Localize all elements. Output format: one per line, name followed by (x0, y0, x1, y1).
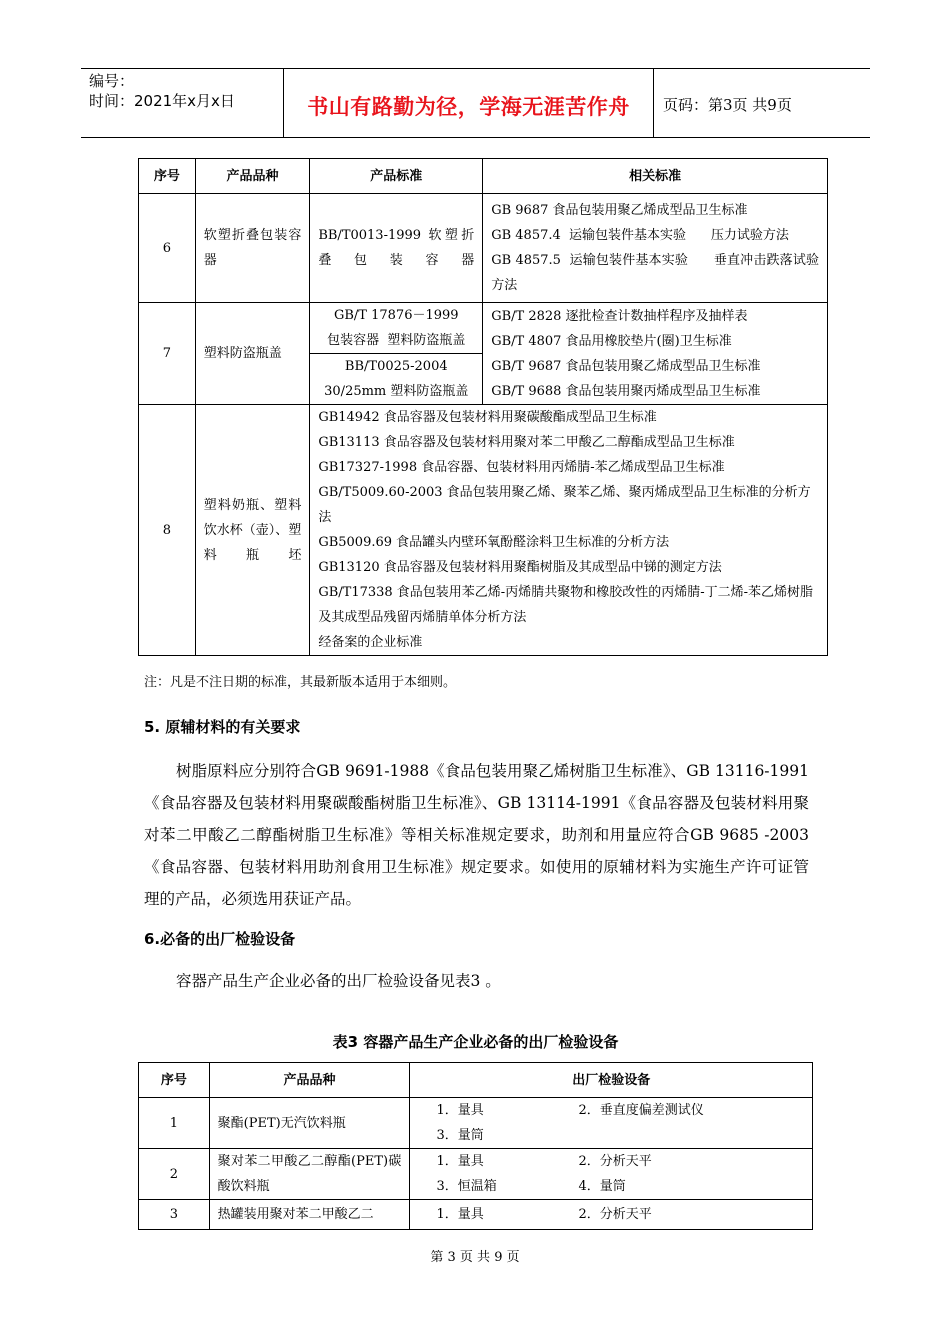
table-row (139, 405, 828, 656)
table-row (139, 1149, 813, 1200)
col-header-product: 产品品种 (209, 1063, 410, 1098)
section-5-title: 5. 原辅材料的有关要求 (144, 718, 301, 736)
section-6-body: 容器产品生产企业必备的出厂检验设备见表3 。 (176, 972, 501, 990)
standard-title: 包装容器 塑料防盗瓶盖 (327, 333, 466, 348)
equipment-item: 2．垂直度偏差测试仪 (578, 1103, 704, 1118)
section-6-title: 6.必备的出厂检验设备 (144, 930, 296, 948)
col-header-no: 序号 (139, 159, 196, 194)
row-product: 热罐装用聚对苯二甲酸乙二 (209, 1200, 410, 1230)
related-standard: GB 4857.4 运输包装件基本实验 压力试验方法 (491, 228, 789, 243)
equipment-item: 3．恒温箱 (436, 1179, 497, 1194)
table3-caption: 表3 容器产品生产企业必备的出厂检验设备 (332, 1033, 619, 1051)
related-standard: GB17327-1998 食品容器、包装材料用丙烯腈-苯乙烯成型品卫生标准 (318, 460, 725, 475)
standard-title: 30/25mm 塑料防盗瓶盖 (324, 384, 469, 399)
related-standard: GB/T5009.60-2003 食品包装用聚乙烯、聚苯乙烯、聚丙烯成型品卫生标准的分析方法 (318, 485, 811, 525)
equipment-item: 1．量具 (436, 1154, 484, 1169)
row-equipment (410, 1149, 813, 1200)
header-motto: 书山有路勤为径，学海无涯苦作舟 (307, 94, 630, 119)
related-standard: GB13113 食品容器及包装材料用聚对苯二甲酸乙二醇酯成型品卫生标准 (318, 435, 735, 450)
header-page-code: 页码：第3页 共9页 (663, 96, 792, 114)
row-equipment (410, 1200, 813, 1230)
header-meta (89, 71, 235, 111)
related-standard: GB/T17338 食品包装用苯乙烯-丙烯腈共聚物和橡胶改性的丙烯腈-丁二烯-苯乙烯树脂及其成型品残留丙烯腈单体分析方法 (318, 585, 813, 625)
row-product: 塑料奶瓶、塑料饮水杯（壶）、塑料瓶坯 (195, 405, 310, 656)
row-related (483, 194, 828, 303)
equipment-item: 2．分析天平 (578, 1154, 652, 1169)
row-no: 8 (139, 405, 196, 656)
row-standard (310, 303, 483, 354)
table-header-row (139, 159, 828, 194)
row-no: 3 (139, 1200, 210, 1230)
related-standard: 经备案的企业标准 (318, 635, 423, 650)
table-row (139, 1200, 813, 1230)
row-standard (310, 354, 483, 405)
related-standard: GB 4857.5 运输包装件基本实验 垂直冲击跌落试验方法 (491, 253, 819, 293)
row-product: 聚酯(PET)无汽饮料瓶 (209, 1098, 410, 1149)
row-equipment (410, 1098, 813, 1149)
equipment-item: 2．分析天平 (578, 1207, 652, 1222)
col-header-product: 产品品种 (195, 159, 310, 194)
row-product: 软塑折叠包装容器 (195, 194, 310, 303)
page-footer: 第 3 页 共 9 页 (430, 1250, 520, 1265)
header-number: 编号： (89, 72, 135, 90)
equipment-item: 4．量筒 (578, 1179, 626, 1194)
row-no: 7 (139, 303, 196, 405)
col-header-equipment: 出厂检验设备 (410, 1063, 813, 1098)
col-header-standard: 产品标准 (310, 159, 483, 194)
table-row (139, 1098, 813, 1149)
header-time: 时间：2021年x月x日 (89, 92, 235, 110)
related-standard: GB14942 食品容器及包装材料用聚碳酸酯成型品卫生标准 (318, 410, 657, 425)
row-related (310, 405, 828, 656)
related-standard: GB 9687 食品包装用聚乙烯成型品卫生标准 (491, 203, 748, 218)
related-standard: GB13120 食品容器及包装材料用聚酯树脂及其成型品中锑的测定方法 (318, 560, 722, 575)
related-standard: GB/T 2828 逐批检查计数抽样程序及抽样表 (491, 308, 748, 324)
row-no: 1 (139, 1098, 210, 1149)
standards-table (138, 158, 828, 656)
equipment-item: 3．量筒 (436, 1128, 484, 1143)
table-row (139, 194, 828, 303)
row-no: 2 (139, 1149, 210, 1200)
related-standard: GB/T 9687 食品包装用聚乙烯成型品卫生标准 (491, 358, 761, 374)
standard-code: BB/T0025-2004 (344, 359, 448, 374)
section-5-body: 树脂原料应分别符合GB 9691-1988《食品包装用聚乙烯树脂卫生标准》、GB 13116-1991《食品容器及包装材料用聚碳酸酯树脂卫生标准》、GB 13114-1991《食品容器及包装材料用聚对苯二甲酸乙二醇酯树脂卫生标准》等相关标准规定要求，助剂和用量应符合GB 9685 -2003《食品容器、包装材料用助剂食用卫生标准》规定要求。如使用的原辅材料为实施生产许可证管理的产品，必须选用获证产品。 (144, 762, 809, 908)
row-standard: BB/T0013-1999 软塑折叠包装容器 (310, 194, 483, 303)
equipment-table (138, 1062, 813, 1230)
col-header-related: 相关标准 (483, 159, 828, 194)
row-no: 6 (139, 194, 196, 303)
row-related (483, 303, 828, 405)
table-header-row (139, 1063, 813, 1098)
page-header (81, 68, 870, 138)
table-note: 注：凡是不注日期的标准，其最新版本适用于本细则。 (144, 675, 457, 690)
table-row (139, 303, 828, 354)
related-standard: GB/T 9688 食品包装用聚丙烯成型品卫生标准 (491, 383, 761, 399)
standard-code: GB/T 17876－1999 (333, 308, 459, 323)
row-product: 聚对苯二甲酸乙二醇酯(PET)碳酸饮料瓶 (209, 1149, 410, 1200)
row-product: 塑料防盗瓶盖 (195, 303, 310, 405)
col-header-no: 序号 (139, 1063, 210, 1098)
equipment-item: 1．量具 (436, 1103, 484, 1118)
equipment-item: 1．量具 (436, 1207, 484, 1222)
related-standard: GB5009.69 食品罐头内壁环氧酚醛涂料卫生标准的分析方法 (318, 535, 670, 550)
related-standard: GB/T 4807 食品用橡胶垫片(圈)卫生标准 (491, 333, 732, 349)
header-divider (653, 69, 654, 137)
